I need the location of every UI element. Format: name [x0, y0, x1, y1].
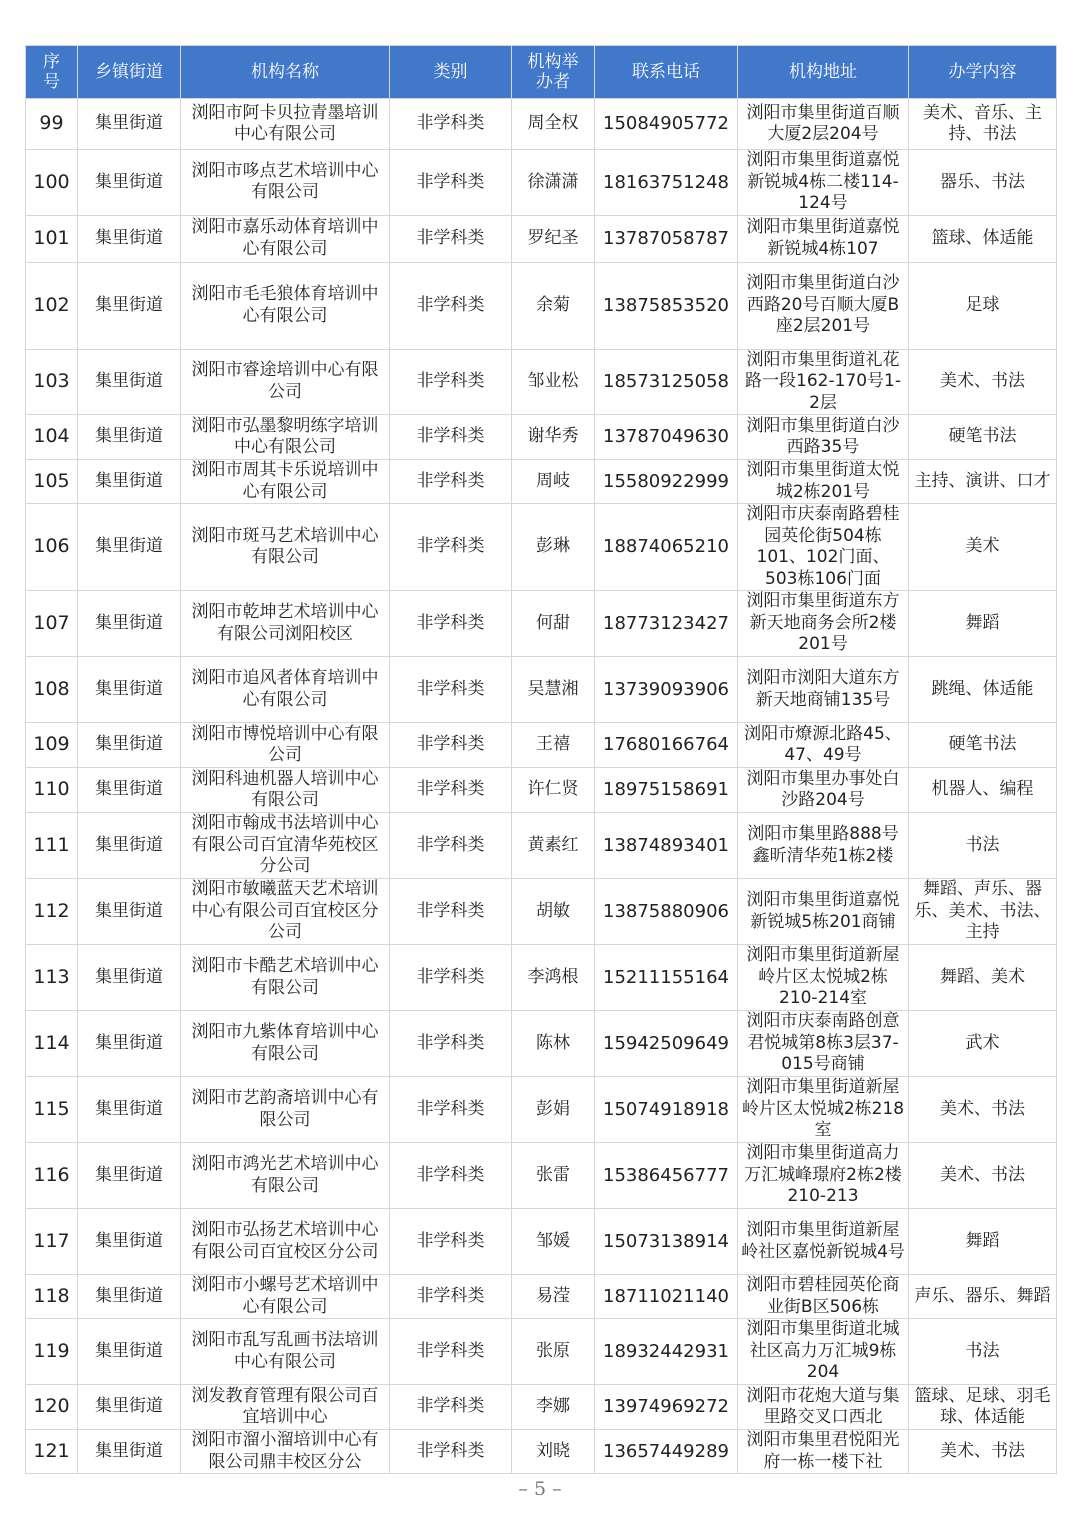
- cell-category: 非学科类: [390, 1275, 512, 1319]
- header-no: 序号: [26, 46, 78, 99]
- cell-name: 浏阳市乱写乱画书法培训中心有限公司: [181, 1319, 390, 1385]
- cell-category: 非学科类: [390, 1209, 512, 1275]
- cell-name: 浏发教育管理有限公司百宜培训中心: [181, 1385, 390, 1430]
- table-row: [26, 591, 1057, 657]
- cell-name: 浏阳市乾坤艺术培训中心有限公司浏阳校区: [181, 591, 390, 657]
- cell-phone: 18711021140: [595, 1275, 738, 1319]
- header-sponsor: 机构举办者: [512, 46, 595, 99]
- cell-phone: 13739093906: [595, 657, 738, 723]
- cell-phone: 18874065210: [595, 504, 738, 591]
- cell-sponsor: 谢华秀: [512, 415, 595, 460]
- cell-address: 浏阳市集里街道礼花路一段162-170号1-2层: [738, 349, 909, 415]
- cell-name: 浏阳市艺韵斋培训中心有限公司: [181, 1077, 390, 1143]
- cell-content: 美术、书法: [909, 349, 1057, 415]
- cell-no: 99: [26, 99, 78, 150]
- cell-category: 非学科类: [390, 1385, 512, 1430]
- cell-town: 集里街道: [78, 1385, 181, 1430]
- cell-name: 浏阳市追风者体育培训中心有限公司: [181, 657, 390, 723]
- cell-sponsor: 李鸿根: [512, 945, 595, 1011]
- cell-name: 浏阳市嘉乐动体育培训中心有限公司: [181, 215, 390, 262]
- cell-category: 非学科类: [390, 99, 512, 150]
- cell-content: 器乐、书法: [909, 150, 1057, 216]
- cell-town: 集里街道: [78, 150, 181, 216]
- cell-address: 浏阳市集里街道北城社区高力万汇城9栋204: [738, 1319, 909, 1385]
- cell-town: 集里街道: [78, 945, 181, 1011]
- cell-no: 110: [26, 768, 78, 813]
- cell-content: 篮球、体适能: [909, 215, 1057, 262]
- cell-sponsor: 罗纪圣: [512, 215, 595, 262]
- cell-address: 浏阳市集里街道东方新天地商务会所2楼201号: [738, 591, 909, 657]
- cell-phone: 18773123427: [595, 591, 738, 657]
- cell-phone: 15386456777: [595, 1143, 738, 1209]
- cell-town: 集里街道: [78, 723, 181, 768]
- cell-category: 非学科类: [390, 879, 512, 945]
- cell-address: 浏阳市集里街道太悦城2栋201号: [738, 460, 909, 504]
- cell-content: 声乐、器乐、舞蹈: [909, 1275, 1057, 1319]
- cell-no: 105: [26, 460, 78, 504]
- cell-category: 非学科类: [390, 591, 512, 657]
- cell-category: 非学科类: [390, 215, 512, 262]
- cell-no: 108: [26, 657, 78, 723]
- cell-content: 美术、书法: [909, 1077, 1057, 1143]
- cell-sponsor: 张原: [512, 1319, 595, 1385]
- cell-phone: 18975158691: [595, 768, 738, 813]
- cell-category: 非学科类: [390, 1143, 512, 1209]
- cell-category: 非学科类: [390, 723, 512, 768]
- cell-content: 书法: [909, 813, 1057, 879]
- cell-content: 舞蹈、声乐、器乐、美术、书法、主持: [909, 879, 1057, 945]
- cell-sponsor: 易滢: [512, 1275, 595, 1319]
- table-row: [26, 768, 1057, 813]
- cell-town: 集里街道: [78, 1143, 181, 1209]
- cell-content: 硬笔书法: [909, 723, 1057, 768]
- cell-phone: 18932442931: [595, 1319, 738, 1385]
- cell-content: 跳绳、体适能: [909, 657, 1057, 723]
- cell-address: 浏阳市集里街道新屋岭片区太悦城2栋210-214室: [738, 945, 909, 1011]
- cell-address: 浏阳市碧桂园英伦商业街B区506栋: [738, 1275, 909, 1319]
- institution-table: [25, 45, 1057, 1474]
- cell-no: 121: [26, 1430, 78, 1474]
- cell-no: 101: [26, 215, 78, 262]
- cell-category: 非学科类: [390, 813, 512, 879]
- cell-no: 120: [26, 1385, 78, 1430]
- header-town: 乡镇街道: [78, 46, 181, 99]
- cell-name: 浏阳市弘扬艺术培训中心有限公司百宜校区分公司: [181, 1209, 390, 1275]
- cell-town: 集里街道: [78, 768, 181, 813]
- cell-sponsor: 黄素红: [512, 813, 595, 879]
- cell-address: 浏阳市集里街道新屋岭社区嘉悦新锐城4号: [738, 1209, 909, 1275]
- cell-content: 美术、书法: [909, 1143, 1057, 1209]
- cell-town: 集里街道: [78, 1077, 181, 1143]
- cell-category: 非学科类: [390, 768, 512, 813]
- cell-content: 硬笔书法: [909, 415, 1057, 460]
- cell-category: 非学科类: [390, 1430, 512, 1474]
- cell-content: 书法: [909, 1319, 1057, 1385]
- cell-phone: 15211155164: [595, 945, 738, 1011]
- table-row: [26, 349, 1057, 415]
- cell-address: 浏阳市花炮大道与集里路交叉口西北: [738, 1385, 909, 1430]
- cell-phone: 15073138914: [595, 1209, 738, 1275]
- cell-name: 浏阳市阿卡贝拉青墨培训中心有限公司: [181, 99, 390, 150]
- cell-no: 119: [26, 1319, 78, 1385]
- cell-town: 集里街道: [78, 879, 181, 945]
- cell-category: 非学科类: [390, 1319, 512, 1385]
- cell-town: 集里街道: [78, 1319, 181, 1385]
- cell-town: 集里街道: [78, 591, 181, 657]
- cell-category: 非学科类: [390, 460, 512, 504]
- header-address: 机构地址: [738, 46, 909, 99]
- page-number: – 5 –: [518, 1478, 562, 1500]
- cell-category: 非学科类: [390, 262, 512, 349]
- cell-address: 浏阳市集里街道百顺大厦2层204号: [738, 99, 909, 150]
- cell-no: 113: [26, 945, 78, 1011]
- cell-name: 浏阳市鸿光艺术培训中心有限公司: [181, 1143, 390, 1209]
- cell-town: 集里街道: [78, 657, 181, 723]
- cell-name: 浏阳科迪机器人培训中心有限公司: [181, 768, 390, 813]
- cell-no: 102: [26, 262, 78, 349]
- cell-phone: 15074918918: [595, 1077, 738, 1143]
- cell-sponsor: 吴慧湘: [512, 657, 595, 723]
- cell-name: 浏阳市溜小溜培训中心有限公司鼎丰校区分公: [181, 1430, 390, 1474]
- table-row: [26, 1430, 1057, 1474]
- cell-address: 浏阳市集里街道白沙西路35号: [738, 415, 909, 460]
- table-row: [26, 215, 1057, 262]
- cell-content: 机器人、编程: [909, 768, 1057, 813]
- cell-name: 浏阳市斑马艺术培训中心有限公司: [181, 504, 390, 591]
- cell-category: 非学科类: [390, 504, 512, 591]
- cell-town: 集里街道: [78, 1011, 181, 1077]
- cell-name: 浏阳市睿途培训中心有限公司: [181, 349, 390, 415]
- cell-sponsor: 彭娟: [512, 1077, 595, 1143]
- cell-phone: 13875853520: [595, 262, 738, 349]
- cell-town: 集里街道: [78, 99, 181, 150]
- cell-category: 非学科类: [390, 945, 512, 1011]
- cell-no: 114: [26, 1011, 78, 1077]
- header-phone: 联系电话: [595, 46, 738, 99]
- cell-address: 浏阳市庆泰南路创意君悦城第8栋3层37-015号商铺: [738, 1011, 909, 1077]
- table-row: [26, 813, 1057, 879]
- cell-address: 浏阳市集里街道新屋岭片区太悦城2栋218室: [738, 1077, 909, 1143]
- cell-no: 107: [26, 591, 78, 657]
- cell-town: 集里街道: [78, 215, 181, 262]
- cell-no: 103: [26, 349, 78, 415]
- cell-sponsor: 邹媛: [512, 1209, 595, 1275]
- cell-sponsor: 周岐: [512, 460, 595, 504]
- cell-no: 118: [26, 1275, 78, 1319]
- cell-sponsor: 彭琳: [512, 504, 595, 591]
- cell-phone: 13657449289: [595, 1430, 738, 1474]
- cell-town: 集里街道: [78, 813, 181, 879]
- cell-address: 浏阳市浏阳大道东方新天地商铺135号: [738, 657, 909, 723]
- cell-sponsor: 李娜: [512, 1385, 595, 1430]
- cell-phone: 15084905772: [595, 99, 738, 150]
- cell-name: 浏阳市敏曦蓝天艺术培训中心有限公司百宜校区分公司: [181, 879, 390, 945]
- cell-address: 浏阳市集里街道嘉悦新锐城5栋201商铺: [738, 879, 909, 945]
- cell-town: 集里街道: [78, 1430, 181, 1474]
- cell-address: 浏阳市集里街道嘉悦新锐城4栋107: [738, 215, 909, 262]
- table-row: [26, 1143, 1057, 1209]
- table-row: [26, 1209, 1057, 1275]
- table-row: [26, 1385, 1057, 1430]
- cell-name: 浏阳市小螺号艺术培训中心有限公司: [181, 1275, 390, 1319]
- cell-town: 集里街道: [78, 349, 181, 415]
- table-row: [26, 1011, 1057, 1077]
- cell-no: 104: [26, 415, 78, 460]
- cell-name: 浏阳市弘墨黎明练字培训中心有限公司: [181, 415, 390, 460]
- cell-address: 浏阳市集里街道白沙西路20号百顺大厦B座2层201号: [738, 262, 909, 349]
- cell-content: 美术: [909, 504, 1057, 591]
- table-row: [26, 504, 1057, 591]
- table-row: [26, 150, 1057, 216]
- cell-category: 非学科类: [390, 349, 512, 415]
- cell-no: 115: [26, 1077, 78, 1143]
- cell-phone: 18163751248: [595, 150, 738, 216]
- cell-content: 武术: [909, 1011, 1057, 1077]
- cell-name: 浏阳市毛毛狼体育培训中心有限公司: [181, 262, 390, 349]
- header-name: 机构名称: [181, 46, 390, 99]
- table-row: [26, 945, 1057, 1011]
- cell-sponsor: 张雷: [512, 1143, 595, 1209]
- cell-sponsor: 周全权: [512, 99, 595, 150]
- cell-address: 浏阳市集里君悦阳光府一栋一楼下社: [738, 1430, 909, 1474]
- cell-category: 非学科类: [390, 415, 512, 460]
- cell-sponsor: 邹业松: [512, 349, 595, 415]
- cell-address: 浏阳市集里街道高力万汇城峰璟府2栋2楼210-213: [738, 1143, 909, 1209]
- cell-phone: 13787049630: [595, 415, 738, 460]
- cell-name: 浏阳市九紫体育培训中心有限公司: [181, 1011, 390, 1077]
- header-category: 类别: [390, 46, 512, 99]
- cell-content: 美术、音乐、主持、书法: [909, 99, 1057, 150]
- table-header-row: [26, 46, 1057, 99]
- table-row: [26, 879, 1057, 945]
- cell-sponsor: 胡敏: [512, 879, 595, 945]
- cell-phone: 13787058787: [595, 215, 738, 262]
- header-content: 办学内容: [909, 46, 1057, 99]
- cell-town: 集里街道: [78, 504, 181, 591]
- cell-phone: 18573125058: [595, 349, 738, 415]
- cell-address: 浏阳市燎源北路45、47、49号: [738, 723, 909, 768]
- cell-sponsor: 徐潇潇: [512, 150, 595, 216]
- cell-address: 浏阳市集里路888号鑫昕清华苑1栋2楼: [738, 813, 909, 879]
- cell-name: 浏阳市卡酷艺术培训中心有限公司: [181, 945, 390, 1011]
- cell-town: 集里街道: [78, 1209, 181, 1275]
- cell-phone: 13874893401: [595, 813, 738, 879]
- cell-sponsor: 何甜: [512, 591, 595, 657]
- cell-address: 浏阳市集里办事处白沙路204号: [738, 768, 909, 813]
- table-row: [26, 1319, 1057, 1385]
- cell-content: 舞蹈、美术: [909, 945, 1057, 1011]
- cell-address: 浏阳市庆泰南路碧桂园英伦街504栋101、102门面、503栋106门面: [738, 504, 909, 591]
- cell-no: 111: [26, 813, 78, 879]
- cell-category: 非学科类: [390, 1011, 512, 1077]
- cell-sponsor: 余菊: [512, 262, 595, 349]
- cell-sponsor: 刘晓: [512, 1430, 595, 1474]
- cell-town: 集里街道: [78, 262, 181, 349]
- table-body: [26, 99, 1057, 1474]
- cell-phone: 15942509649: [595, 1011, 738, 1077]
- cell-no: 116: [26, 1143, 78, 1209]
- cell-phone: 17680166764: [595, 723, 738, 768]
- table-row: [26, 415, 1057, 460]
- cell-content: 篮球、足球、羽毛球、体适能: [909, 1385, 1057, 1430]
- cell-content: 舞蹈: [909, 1209, 1057, 1275]
- table-row: [26, 723, 1057, 768]
- cell-address: 浏阳市集里街道嘉悦新锐城4栋二楼114-124号: [738, 150, 909, 216]
- table-row: [26, 657, 1057, 723]
- table-row: [26, 99, 1057, 150]
- cell-phone: 15580922999: [595, 460, 738, 504]
- cell-content: 美术、书法: [909, 1430, 1057, 1474]
- cell-name: 浏阳市哆点艺术培训中心有限公司: [181, 150, 390, 216]
- cell-town: 集里街道: [78, 460, 181, 504]
- cell-category: 非学科类: [390, 1077, 512, 1143]
- cell-content: 主持、演讲、口才: [909, 460, 1057, 504]
- cell-phone: 13875880906: [595, 879, 738, 945]
- table-row: [26, 1077, 1057, 1143]
- cell-no: 106: [26, 504, 78, 591]
- cell-no: 109: [26, 723, 78, 768]
- cell-category: 非学科类: [390, 150, 512, 216]
- cell-no: 112: [26, 879, 78, 945]
- cell-town: 集里街道: [78, 1275, 181, 1319]
- cell-name: 浏阳市翰成书法培训中心有限公司百宜清华苑校区分公司: [181, 813, 390, 879]
- cell-sponsor: 王禧: [512, 723, 595, 768]
- cell-category: 非学科类: [390, 657, 512, 723]
- cell-no: 100: [26, 150, 78, 216]
- cell-name: 浏阳市周其卡乐说培训中心有限公司: [181, 460, 390, 504]
- cell-town: 集里街道: [78, 415, 181, 460]
- cell-phone: 13974969272: [595, 1385, 738, 1430]
- cell-sponsor: 陈林: [512, 1011, 595, 1077]
- cell-sponsor: 许仁贤: [512, 768, 595, 813]
- cell-content: 舞蹈: [909, 591, 1057, 657]
- table-row: [26, 262, 1057, 349]
- table-row: [26, 460, 1057, 504]
- cell-no: 117: [26, 1209, 78, 1275]
- cell-content: 足球: [909, 262, 1057, 349]
- table-row: [26, 1275, 1057, 1319]
- cell-name: 浏阳市博悦培训中心有限公司: [181, 723, 390, 768]
